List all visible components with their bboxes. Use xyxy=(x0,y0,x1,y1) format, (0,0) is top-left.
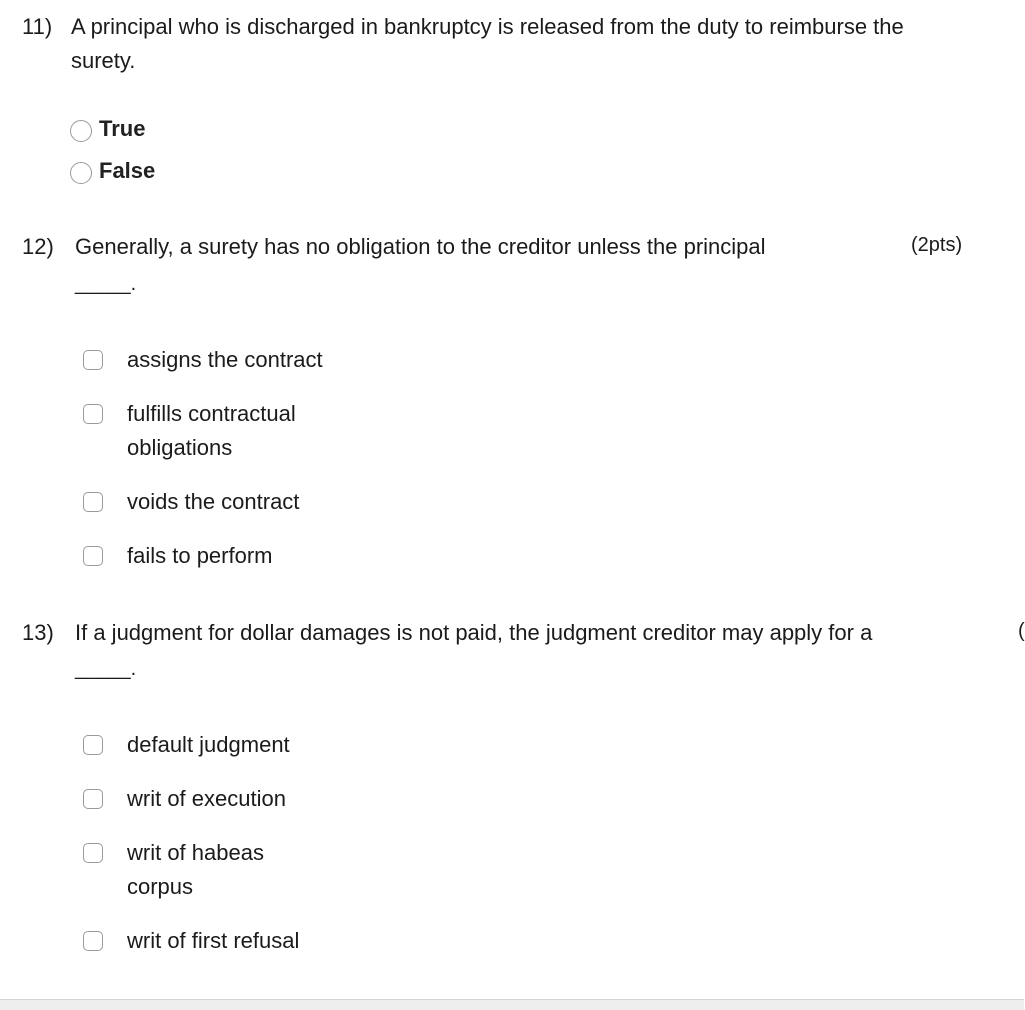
points-label: (2pts) xyxy=(911,234,963,256)
option-label[interactable]: writ of execution xyxy=(127,786,286,811)
points-label: ( xyxy=(1018,620,1025,642)
option-label[interactable]: True xyxy=(99,116,146,141)
question-text-continued: surety. xyxy=(71,48,136,73)
option-label[interactable]: assigns the contract xyxy=(127,347,323,372)
option-label-continued[interactable]: corpus xyxy=(127,874,194,899)
option-label[interactable]: False xyxy=(99,158,156,183)
checkbox[interactable] xyxy=(83,492,103,512)
checkbox[interactable] xyxy=(83,404,103,424)
checkbox[interactable] xyxy=(83,735,103,755)
answer-blank: _____. xyxy=(75,658,137,680)
option-label[interactable]: writ of first refusal xyxy=(127,928,300,953)
checkbox[interactable] xyxy=(83,546,103,566)
question-number: 12) xyxy=(22,234,54,259)
question-number: 11) xyxy=(22,14,53,39)
option-label[interactable]: default judgment xyxy=(127,732,290,757)
checkbox[interactable] xyxy=(83,350,103,370)
option-label[interactable]: fulfills contractual xyxy=(127,401,296,426)
question-text: Generally, a surety has no obligation to the creditor unless the principal xyxy=(75,234,766,259)
radio-button[interactable] xyxy=(70,120,92,142)
bottom-divider xyxy=(0,999,1024,1010)
radio-button[interactable] xyxy=(70,162,92,184)
option-label[interactable]: fails to perform xyxy=(127,543,273,568)
option-label-continued[interactable]: obligations xyxy=(127,435,233,460)
option-label[interactable]: writ of habeas xyxy=(127,840,264,865)
question-text: A principal who is discharged in bankruptcy is released from the duty to reimburse the xyxy=(71,14,904,39)
question-number: 13) xyxy=(22,620,54,645)
checkbox[interactable] xyxy=(83,789,103,809)
option-label[interactable]: voids the contract xyxy=(127,489,300,514)
checkbox[interactable] xyxy=(83,931,103,951)
answer-blank: _____. xyxy=(75,273,137,295)
question-text: If a judgment for dollar damages is not paid, the judgment creditor may apply for a xyxy=(75,620,873,645)
checkbox[interactable] xyxy=(83,843,103,863)
